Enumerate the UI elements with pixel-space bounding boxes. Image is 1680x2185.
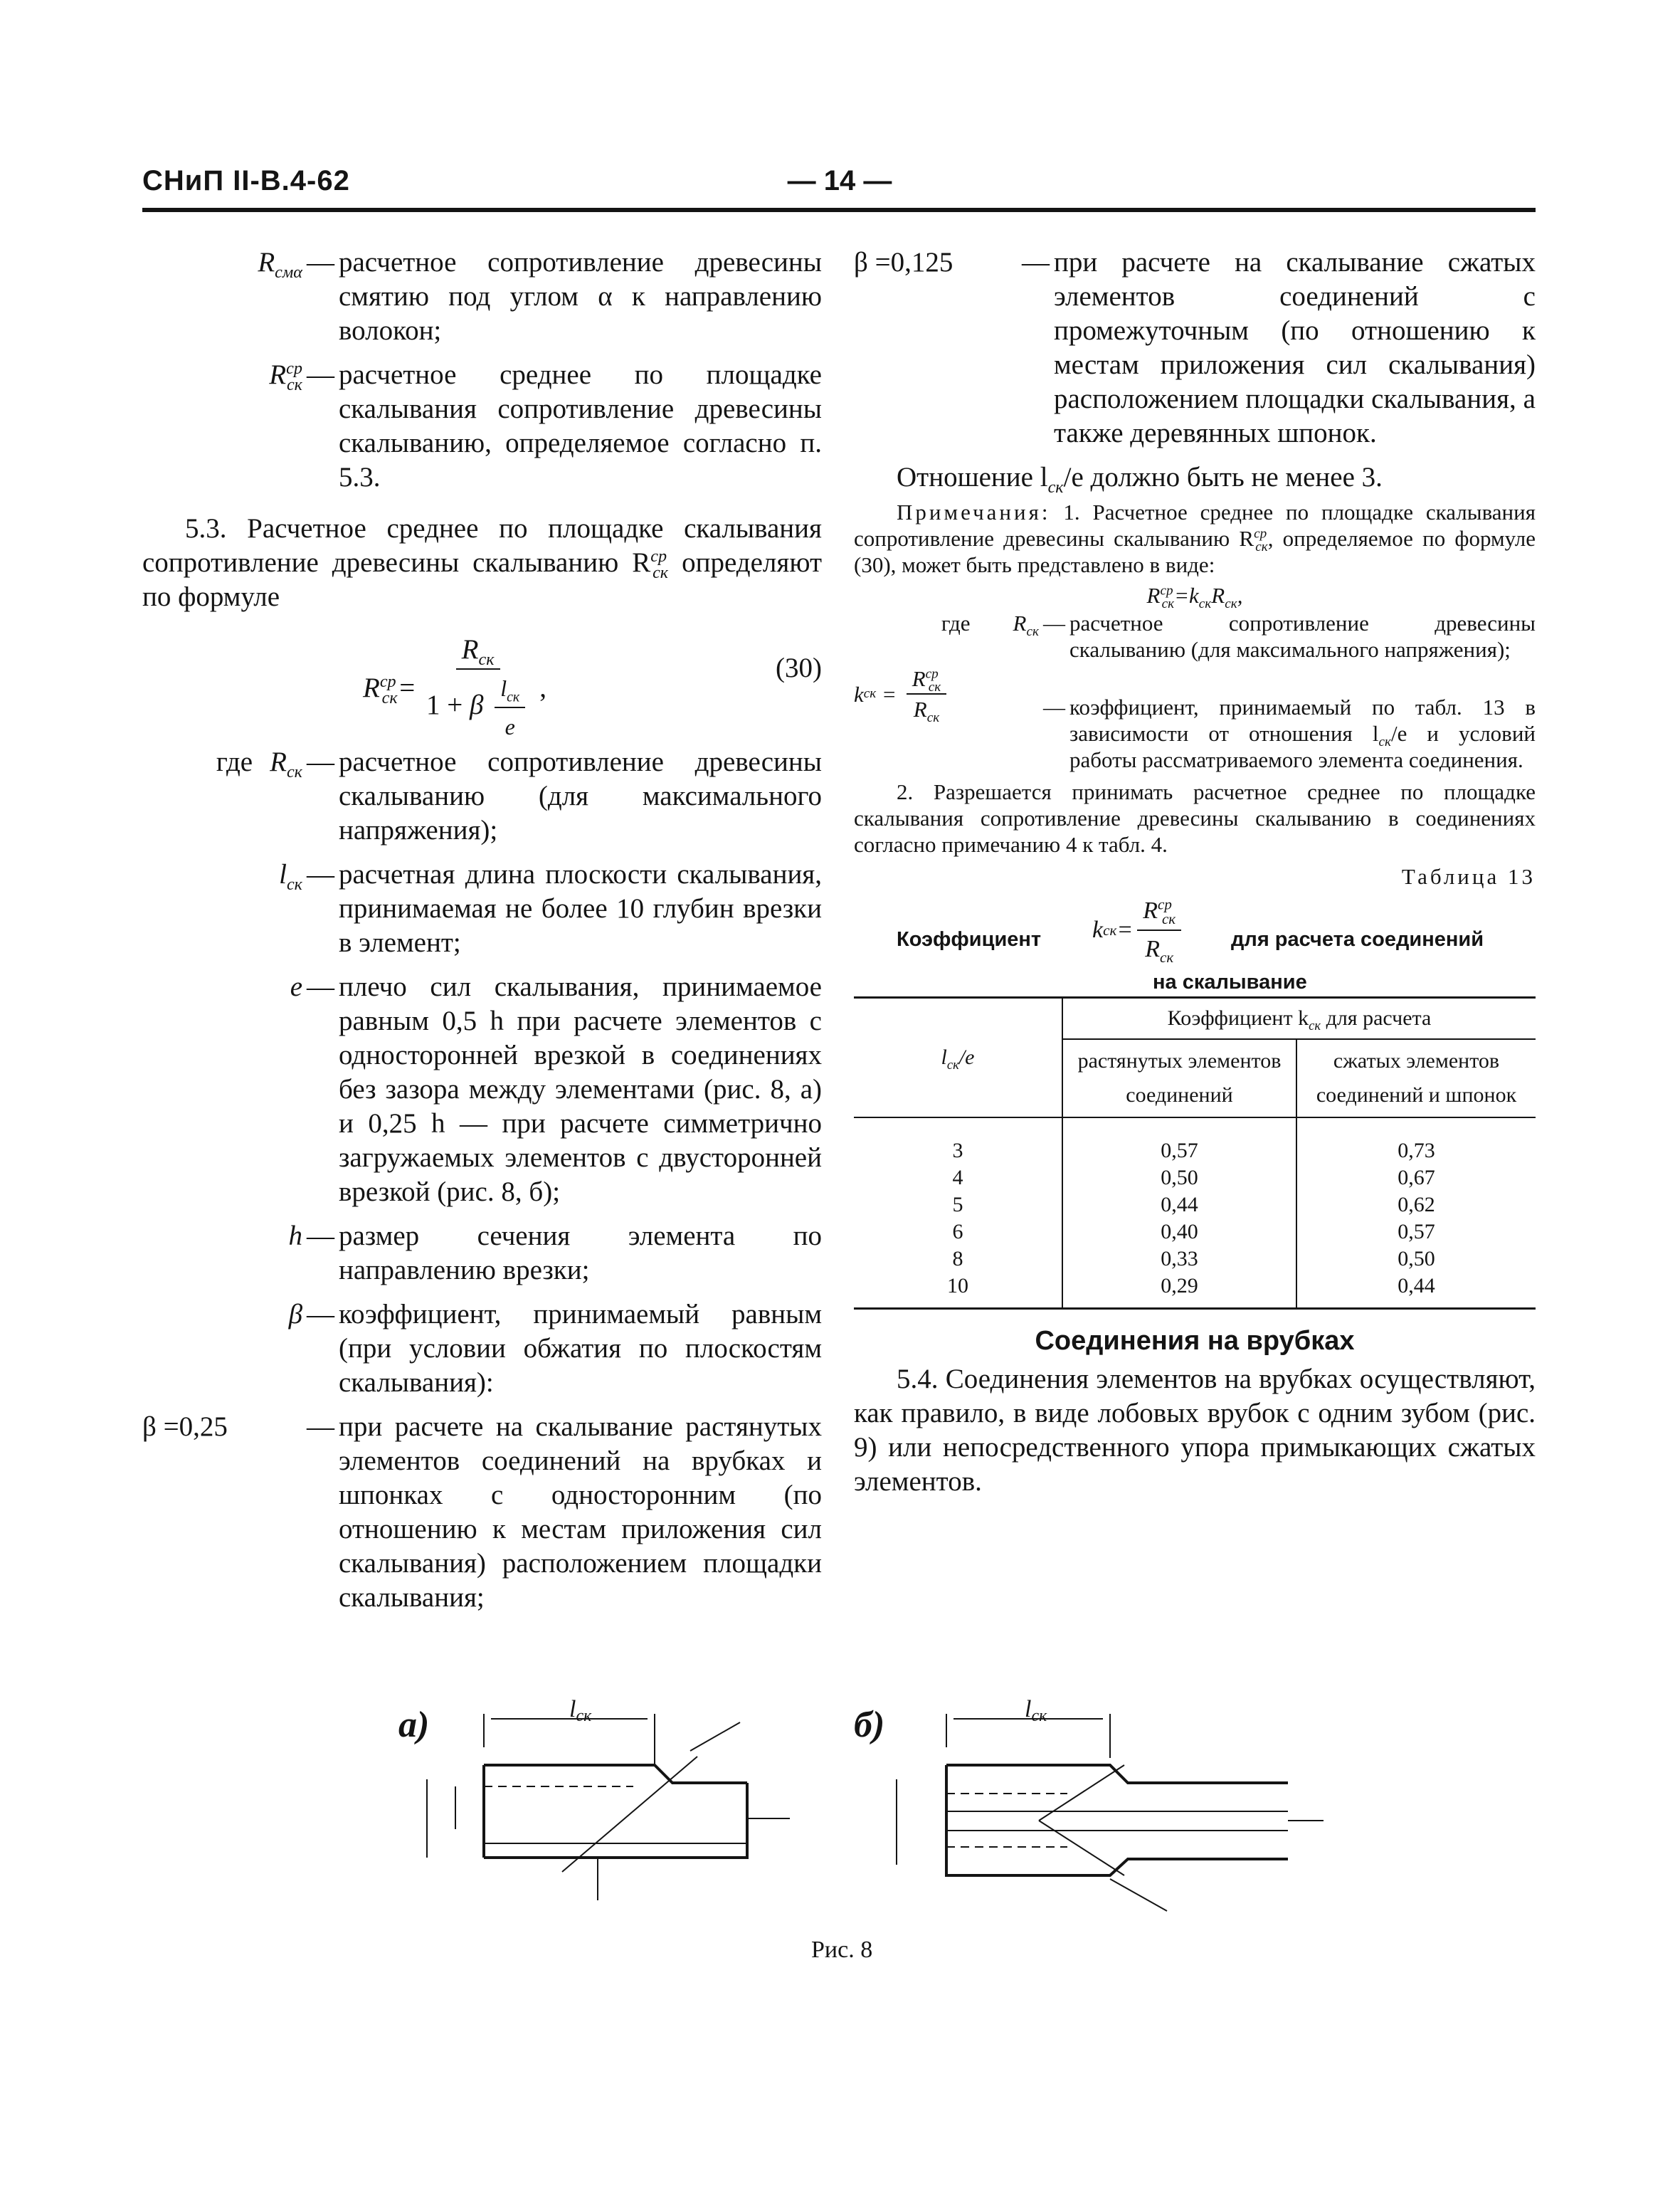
formula-30: $R^{ср}_{ск}=$ $R_{ск}$ 1 + β $\frac{l_{ск}}{e}$ , (30) — [363, 634, 822, 739]
svg-text:lск: lск — [569, 1696, 592, 1725]
section-title: Соединения на врубках — [1035, 1325, 1355, 1356]
ratio-cell: 4 — [854, 1164, 1062, 1191]
definition-l-sk: $l_{ск}$ — расчетная длина плоскости скалывания, принимаемая не более 10 глубин врезки в элемент; — [279, 859, 822, 958]
definition-text: расчетное среднее по площадке скалывания сопротивление древесины скалыванию, определяемое согласно п. 5.3. — [339, 359, 822, 493]
table-row — [854, 1117, 1536, 1164]
table-row — [854, 1246, 1536, 1273]
definition-beta-0125: β =0,125 — при расчете на скалывание сжатых элементов соединений с промежуточным (по отношению к местам приложения сил скалывания) расположением площадки скалывания, а также деревянных шпонок. — [854, 247, 1536, 448]
compression-cell: 0,50 — [1398, 1246, 1435, 1270]
table-row — [854, 1273, 1536, 1309]
definition-beta: β — коэффициент, принимаемый равным (при условии обжатия по плоскостям скалывания): — [288, 1299, 822, 1398]
definition-r-sk-avg: $R^{ср}_{ск}$ — расчетное среднее по площадке скалывания сопротивление древесины скалыванию, определяемое согласно п. 5.3. — [142, 358, 822, 495]
ratio-requirement: Отношение $l_{ск}/e$ должно быть не менее 3. — [897, 462, 1383, 497]
figure-caption: Рис. 8 — [811, 1937, 873, 1963]
figure-a — [427, 1714, 790, 1900]
definition-r-sm: $R_{см\alpha}$ — расчетное сопротивление древесины смятию под углом α к направлению волокон; — [142, 246, 822, 348]
tension-cell: 0,44 — [1062, 1191, 1296, 1218]
tension-cell: 0,29 — [1062, 1273, 1296, 1309]
table-title: Коэффициент k ск = $\frac{R^{ср}_{ск}}{R_{ск}}$ для расчета соединений на скалывание — [854, 894, 1536, 986]
ratio-cell: 10 — [854, 1273, 1062, 1309]
definition-e: e — плечо сил скалывания, принимаемое равным 0,5 h при расчете элементов с односторонней врезкой в соединениях без зазора между элементами (рис. 8, а) и 0,25 h — при расчете симметрично загружаемых элементов с двусторонней врезкой (рис. 8, б); — [290, 972, 822, 1207]
table-header-ratio: $l_{ск}/e$ — [854, 998, 1062, 1117]
page-number: — 14 — — [787, 165, 892, 196]
figure-label-a: а) — [398, 1705, 430, 1745]
notes: Примечания: 1. Расчетное среднее по площадке скалывания сопротивление древесины скалыванию $R^{ср}_{ск}$, определяемое по формуле (30), может быть представлено в виде: $R^{ср}_{ск}=k_{ск}R_{ск}$, где $R_{ск}$ — расчетное сопротивление древесины скалыванию (для максимального напряжения); k ск = $\frac{R^{ср}_{ск}}{R_{ск}}$ — коэффициент, принимаемый по табл. 13 в зависимости от отношения $l_{ск}/e$ и условий работы рассматриваемого элемента соединения. 2. Разрешается принимать расчетное среднее по площадке скалывания сопротивление древесины скалыванию в соединениях согласно примечанию 4 к табл. 4. Таблица 13 — [854, 500, 1536, 889]
right-column — [854, 246, 1536, 1509]
compression-cell: 0,73 — [1398, 1138, 1435, 1162]
table-header-group: Коэффициент $k_{ск}$ для расчета — [1167, 1006, 1432, 1033]
definition-text: расчетное сопротивление древесины смятию под углом α к направлению волокон; — [339, 247, 822, 346]
table-body — [854, 1117, 1536, 1309]
tension-cell: 0,33 — [1062, 1246, 1296, 1273]
definition-r-sk: где $R_{ск}$ — расчетное сопротивление древесины скалыванию (для максимального напряжения); — [216, 747, 822, 846]
table-label: Таблица 13 — [1401, 864, 1536, 889]
ratio-cell: 6 — [854, 1218, 1062, 1246]
formula-number: (30) — [776, 653, 822, 683]
tension-cell: 0,40 — [1062, 1218, 1296, 1246]
left-column — [142, 246, 822, 1625]
compression-cell: 0,62 — [1398, 1192, 1435, 1216]
ratio-cell: 5 — [854, 1191, 1062, 1218]
table-13 — [854, 996, 1536, 1310]
ratio-cell: 3 — [854, 1117, 1062, 1164]
tension-cell: 0,50 — [1062, 1164, 1296, 1191]
compression-cell: 0,67 — [1398, 1165, 1435, 1189]
figure-label-b: б) — [854, 1705, 885, 1745]
figure-b — [897, 1714, 1324, 1911]
table-row — [854, 1191, 1536, 1218]
definition-beta-025: β =0,25 — при расчете на скалывание растянутых элементов соединений на врубках и шпонках с односторонним (по отношению к местам приложения сил скалывания) расположением площадки скалывания; — [142, 1411, 822, 1613]
definition-h: h — размер сечения элемента по направлению врезки; — [288, 1221, 822, 1285]
paragraph-5-3: 5.3. Расчетное среднее по площадке скалывания сопротивление древесины скалыванию $R^{ср}_{ск}$ определяют по формуле — [142, 513, 822, 612]
figure-8 — [356, 1673, 1565, 1971]
table-row — [854, 1164, 1536, 1191]
table-header-tension: растянутых элементов соединений — [1062, 1039, 1296, 1117]
tension-cell: 0,57 — [1062, 1117, 1296, 1164]
document-code: СНиП II-В.4-62 — [142, 165, 350, 196]
table-header-compression: сжатых элементов соединений и шпонок — [1316, 1048, 1517, 1107]
table-row — [854, 1218, 1536, 1246]
svg-text:lск: lск — [1025, 1696, 1047, 1725]
paragraph-5-4: 5.4. Соединения элементов на врубках осуществляют, как правило, в виде лобовых врубок с одним зубом (рис. 9) или непосредственного упора примыкающих сжатых элементов. — [854, 1363, 1536, 1497]
ratio-cell: 8 — [854, 1246, 1062, 1273]
compression-cell: 0,44 — [1398, 1273, 1435, 1297]
header-rule — [142, 208, 1536, 212]
compression-cell: 0,57 — [1398, 1219, 1435, 1243]
